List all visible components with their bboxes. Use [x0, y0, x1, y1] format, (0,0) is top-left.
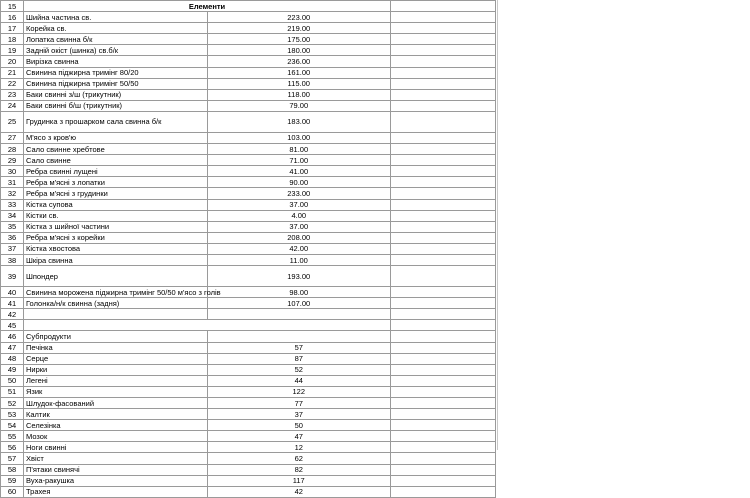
row-number: 17 [1, 23, 24, 34]
item-name: Ребра м'ясні з корейки [24, 232, 208, 243]
row-tail [391, 155, 496, 166]
row-number: 57 [1, 453, 24, 464]
row-tail [391, 398, 496, 409]
table-row[interactable] [1, 23, 496, 34]
row-number: 23 [1, 89, 24, 100]
item-price: 236.00 [207, 56, 391, 67]
item-price: 4.00 [207, 210, 391, 221]
item-price: 175.00 [207, 34, 391, 45]
item-name: Лопатка свинна б/к [24, 34, 208, 45]
row-number: 47 [1, 342, 24, 353]
row-number: 50 [1, 375, 24, 386]
item-name: Селезінка [24, 420, 208, 431]
row-tail [391, 320, 496, 331]
item-price: 47 [207, 431, 391, 442]
table-row[interactable] [1, 210, 496, 221]
row-tail [391, 232, 496, 243]
row-number: 60 [1, 486, 24, 497]
item-price: 98.00 [207, 287, 391, 298]
item-price: 37.00 [207, 221, 391, 232]
item-price: 219.00 [207, 23, 391, 34]
row-number: 15 [1, 1, 24, 12]
item-price: 117 [207, 475, 391, 486]
row-number: 55 [1, 431, 24, 442]
table-row[interactable] [1, 464, 496, 475]
table-row[interactable] [1, 232, 496, 243]
row-number: 49 [1, 364, 24, 375]
item-price: 103.00 [207, 132, 391, 143]
row-number: 20 [1, 56, 24, 67]
item-name: Кістка супова [24, 199, 208, 210]
row-number: 29 [1, 155, 24, 166]
table-body [1, 1, 496, 498]
row-tail [391, 309, 496, 320]
row-tail [391, 210, 496, 221]
row-number: 45 [1, 320, 24, 331]
row-tail [391, 1, 496, 12]
item-price: 82 [207, 464, 391, 475]
row-number: 19 [1, 45, 24, 56]
item-price: 52 [207, 364, 391, 375]
table-row[interactable] [1, 331, 496, 342]
row-number: 16 [1, 12, 24, 23]
item-name: Кістка хвостова [24, 243, 208, 254]
table-row[interactable] [1, 375, 496, 386]
row-tail [391, 243, 496, 254]
table-row[interactable] [1, 342, 496, 353]
row-number: 37 [1, 243, 24, 254]
item-name: Сало свинне хребтове [24, 144, 208, 155]
row-number: 59 [1, 475, 24, 486]
row-tail [391, 199, 496, 210]
item-name: Трахея [24, 486, 208, 497]
table-row[interactable] [1, 144, 496, 155]
row-tail [391, 221, 496, 232]
item-name: Хвіст [24, 453, 208, 464]
item-name: Субпродукти [24, 331, 208, 342]
row-tail [391, 166, 496, 177]
table-row[interactable] [1, 453, 496, 464]
item-price: 81.00 [207, 144, 391, 155]
table-row[interactable] [1, 132, 496, 143]
item-name: Свинина морожена піджирна тримінг 50/50 м'ясо з голів [24, 287, 208, 298]
item-name: Ребра свинні лущені [24, 166, 208, 177]
item-price: 115.00 [207, 78, 391, 89]
table-row[interactable] [1, 486, 496, 497]
section-title [24, 320, 391, 331]
item-price: 223.00 [207, 12, 391, 23]
item-name: Грудинка з прошарком сала свинна б/к [24, 111, 208, 132]
row-tail [391, 56, 496, 67]
row-number: 35 [1, 221, 24, 232]
item-name: Шийна частина св. [24, 12, 208, 23]
row-number: 53 [1, 409, 24, 420]
item-name: Мозок [24, 431, 208, 442]
row-number: 31 [1, 177, 24, 188]
row-number: 39 [1, 266, 24, 287]
item-name: М'ясо з кров'ю [24, 132, 208, 143]
row-tail [391, 298, 496, 309]
row-tail [391, 132, 496, 143]
table-row[interactable] [1, 221, 496, 232]
table-row[interactable] [1, 475, 496, 486]
table-row[interactable] [1, 56, 496, 67]
item-name: Задній окіст (шинка) св.б/к [24, 45, 208, 56]
row-tail [391, 420, 496, 431]
row-tail [391, 23, 496, 34]
item-price: 37 [207, 409, 391, 420]
item-price: 118.00 [207, 89, 391, 100]
item-name: Ноги свинні [24, 442, 208, 453]
item-name: Сало свинне [24, 155, 208, 166]
item-name: Калтик [24, 409, 208, 420]
section-title: Елементи [24, 1, 391, 12]
table-row[interactable] [1, 442, 496, 453]
row-tail [391, 453, 496, 464]
item-name: П'ятаки свинячі [24, 464, 208, 475]
item-name: Шкіра свинна [24, 254, 208, 265]
table-row[interactable] [1, 177, 496, 188]
item-price: 90.00 [207, 177, 391, 188]
table-row[interactable] [1, 155, 496, 166]
blank-cell [207, 309, 391, 320]
row-tail [391, 386, 496, 397]
row-tail [391, 353, 496, 364]
table-row[interactable] [1, 34, 496, 45]
row-number: 52 [1, 398, 24, 409]
table-row[interactable] [1, 166, 496, 177]
table-row[interactable] [1, 254, 496, 265]
row-tail [391, 254, 496, 265]
item-price: 233.00 [207, 188, 391, 199]
row-tail [391, 342, 496, 353]
row-tail [391, 409, 496, 420]
row-number: 22 [1, 78, 24, 89]
item-price: 42.00 [207, 243, 391, 254]
item-price: 79.00 [207, 100, 391, 111]
item-price: 50 [207, 420, 391, 431]
row-number: 40 [1, 287, 24, 298]
table-row[interactable] [1, 298, 496, 309]
table-row[interactable] [1, 398, 496, 409]
row-tail [391, 287, 496, 298]
table-row[interactable] [1, 266, 496, 287]
section-header-row [1, 320, 496, 331]
row-number: 28 [1, 144, 24, 155]
table-row[interactable] [1, 420, 496, 431]
item-price: 11.00 [207, 254, 391, 265]
row-number: 24 [1, 100, 24, 111]
item-price: 42 [207, 486, 391, 497]
table-row[interactable] [1, 78, 496, 89]
item-name: Кістка з шийної частини [24, 221, 208, 232]
row-number: 30 [1, 166, 24, 177]
row-tail [391, 144, 496, 155]
table-row[interactable] [1, 111, 496, 132]
item-price: 193.00 [207, 266, 391, 287]
table-row[interactable] [1, 45, 496, 56]
item-price: 180.00 [207, 45, 391, 56]
item-name: Язик [24, 386, 208, 397]
item-price: 183.00 [207, 111, 391, 132]
row-number: 54 [1, 420, 24, 431]
row-tail [391, 464, 496, 475]
item-name: Ребра м'ясні з лопатки [24, 177, 208, 188]
row-number: 42 [1, 309, 24, 320]
section-header-row [1, 1, 496, 12]
item-price: 37.00 [207, 199, 391, 210]
table-row[interactable] [1, 100, 496, 111]
item-price: 87 [207, 353, 391, 364]
table-row[interactable] [1, 243, 496, 254]
item-name: Серце [24, 353, 208, 364]
page-margin-right [498, 0, 750, 450]
table-row[interactable] [1, 431, 496, 442]
table-row[interactable] [1, 386, 496, 397]
item-price: 122 [207, 386, 391, 397]
item-price: 107.00 [207, 298, 391, 309]
row-tail [391, 111, 496, 132]
table-row[interactable] [1, 199, 496, 210]
row-number: 36 [1, 232, 24, 243]
row-number: 46 [1, 331, 24, 342]
blank-cell [24, 309, 208, 320]
item-name: Свинина піджирна тримінг 50/50 [24, 78, 208, 89]
item-name: Корейка св. [24, 23, 208, 34]
row-number: 32 [1, 188, 24, 199]
row-tail [391, 442, 496, 453]
item-price: 44 [207, 375, 391, 386]
row-tail [391, 45, 496, 56]
item-price: 57 [207, 342, 391, 353]
item-name: Вирізка свинна [24, 56, 208, 67]
table-row[interactable] [1, 67, 496, 78]
row-number: 56 [1, 442, 24, 453]
row-tail [391, 331, 496, 342]
item-price: 208.00 [207, 232, 391, 243]
item-name: Голонка/н/к свинна (задня) [24, 298, 208, 309]
row-tail [391, 188, 496, 199]
item-name: Печінка [24, 342, 208, 353]
table-row[interactable] [1, 353, 496, 364]
item-name: Шпондер [24, 266, 208, 287]
row-tail [391, 12, 496, 23]
item-price: 41.00 [207, 166, 391, 177]
row-tail [391, 78, 496, 89]
item-name: Кістки св. [24, 210, 208, 221]
row-number: 33 [1, 199, 24, 210]
row-tail [391, 375, 496, 386]
row-number: 41 [1, 298, 24, 309]
row-tail [391, 177, 496, 188]
item-name: Баки свинні б/ш (трикутник) [24, 100, 208, 111]
row-tail [391, 34, 496, 45]
table-row[interactable] [1, 409, 496, 420]
row-number: 25 [1, 111, 24, 132]
table-row[interactable] [1, 188, 496, 199]
item-name: Баки свинні з/ш (трикутник) [24, 89, 208, 100]
row-tail [391, 266, 496, 287]
item-name: Ребра м'ясні з грудинки [24, 188, 208, 199]
item-name: Вуха-ракушка [24, 475, 208, 486]
table-row[interactable] [1, 364, 496, 375]
table-row[interactable] [1, 287, 496, 298]
row-tail [391, 475, 496, 486]
item-name: Легені [24, 375, 208, 386]
row-tail [391, 486, 496, 497]
item-price: 12 [207, 442, 391, 453]
item-price: 62 [207, 453, 391, 464]
row-tail [391, 431, 496, 442]
item-price [207, 331, 391, 342]
item-name: Нирки [24, 364, 208, 375]
row-tail [391, 364, 496, 375]
row-tail [391, 89, 496, 100]
row-number: 48 [1, 353, 24, 364]
item-name: Шлудок-фасований [24, 398, 208, 409]
item-price: 77 [207, 398, 391, 409]
row-number: 21 [1, 67, 24, 78]
table-row[interactable] [1, 89, 496, 100]
item-name: Свинина піджирна тримінг 80/20 [24, 67, 208, 78]
row-number: 51 [1, 386, 24, 397]
table-row[interactable] [1, 12, 496, 23]
blank-row [1, 309, 496, 320]
row-number: 38 [1, 254, 24, 265]
row-tail [391, 100, 496, 111]
row-number: 58 [1, 464, 24, 475]
item-price: 71.00 [207, 155, 391, 166]
row-number: 27 [1, 132, 24, 143]
row-number: 34 [1, 210, 24, 221]
row-tail [391, 67, 496, 78]
row-number: 18 [1, 34, 24, 45]
item-price: 161.00 [207, 67, 391, 78]
